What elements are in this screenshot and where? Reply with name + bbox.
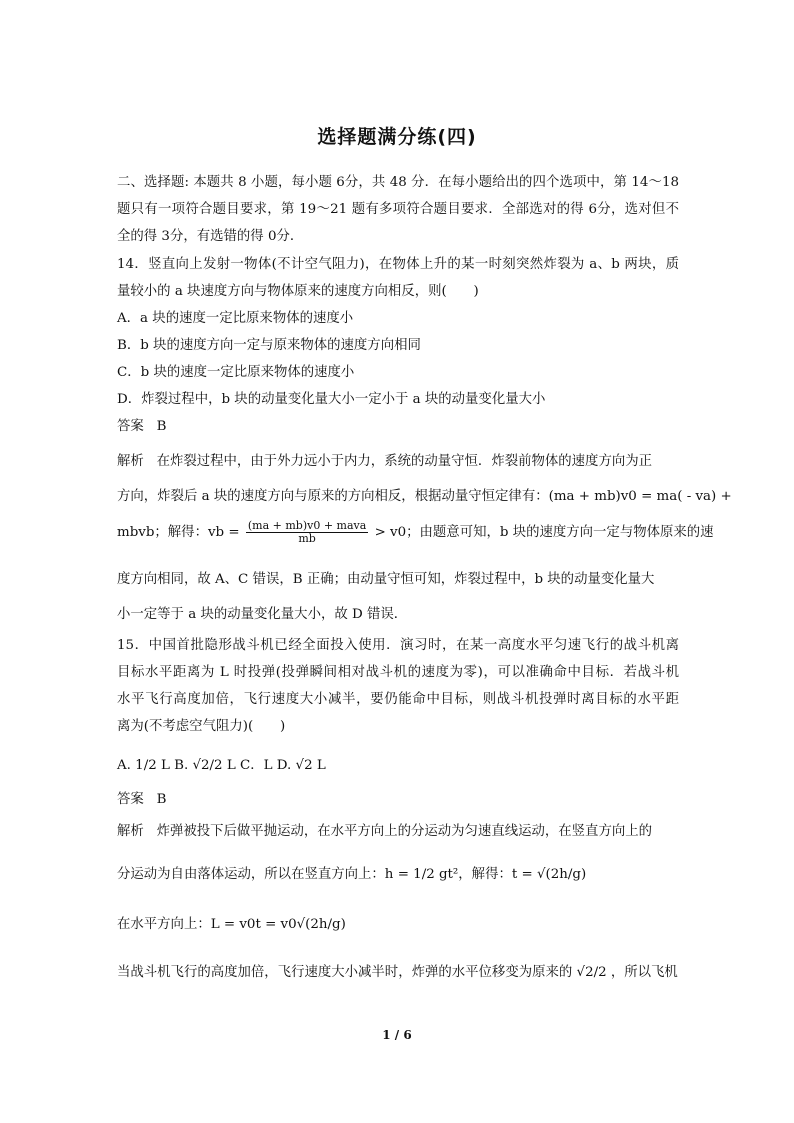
q14-option-b: B．b 块的速度方向一定与原来物体的速度方向相同 <box>117 338 421 353</box>
intro-line-2: 题只有一项符合题目要求，第 19～21 题有多项符合题目要求．全部选对的得 6分，选对但不 <box>117 202 679 217</box>
q15-stem-4: 离为(不考虑空气阻力)( ) <box>117 719 286 734</box>
answer-label: 答案 <box>117 419 144 434</box>
analysis-text: 在炸裂过程中，由于外力远小于内力，系统的动量守恒．炸裂前物体的速度方向为正 <box>156 454 653 469</box>
analysis-text: > v0；由题意可知，b 块的速度方向一定与物体原来的速 <box>374 525 714 540</box>
fraction-denominator: mb <box>298 532 316 545</box>
q14-answer-row <box>117 418 166 436</box>
intro-line-3: 全的得 3分，有选错的得 0分． <box>117 229 304 244</box>
q14-stem-2: 量较小的 a 块速度方向与物体原来的速度方向相反，则( ) <box>117 284 479 299</box>
q15-analysis-1 <box>117 823 652 841</box>
q15-options: A. 1/2 L B. √2/2 L C．L D. √2 L <box>117 758 326 773</box>
q15-stem-3: 水平飞行高度加倍，飞行速度大小减半，要仍能命中目标，则战斗机投弹时离目标的水平距 <box>117 692 679 707</box>
q14-option-d: D．炸裂过程中，b 块的动量变化量大小一定小于 a 块的动量变化量大小 <box>117 392 546 407</box>
analysis-text: 炸弹被投下后做平抛运动，在水平方向上的分运动为匀速直线运动，在竖直方向上的 <box>156 824 653 839</box>
q14-analysis-5: 小一定等于 a 块的动量变化量大小，故 D 错误． <box>117 607 408 622</box>
q14-stem-1: 14．竖直向上发射一物体(不计空气阻力)，在物体上升的某一时刻突然炸裂为 a、b 两块，质 <box>117 257 679 272</box>
q15-answer-row <box>117 791 166 809</box>
q14-analysis-1 <box>117 453 652 471</box>
analysis-label: 解析 <box>117 454 144 469</box>
q14-option-a: A．a 块的速度一定比原来物体的速度小 <box>117 311 354 326</box>
analysis-text: mbvb；解得：vb = <box>117 525 240 540</box>
q15-analysis-3: 在水平方向上：L = v0t = v0√(2h/g) <box>117 917 346 932</box>
answer-value: B <box>156 419 167 434</box>
answer-value: B <box>156 792 167 807</box>
analysis-label: 解析 <box>117 824 144 839</box>
answer-label: 答案 <box>117 792 144 807</box>
q14-analysis-2: 方向，炸裂后 a 块的速度方向与原来的方向相反，根据动量守恒定律有：(ma + mb)v0 = ma( - va) + <box>117 489 732 504</box>
q14-analysis-3 <box>117 520 714 545</box>
q15-analysis-2: 分运动为自由落体运动，所以在竖直方向上：h = 1/2 gt²，解得：t = √(2h/g) <box>117 867 587 882</box>
page-number: 1 / 6 <box>382 1028 412 1042</box>
q15-stem-1: 15．中国首批隐形战斗机已经全面投入使用．演习时，在某一高度水平匀速飞行的战斗机离 <box>117 638 679 653</box>
q15-analysis-4: 当战斗机飞行的高度加倍，飞行速度大小减半时，炸弹的水平位移变为原来的 √2/2 ，所以飞机 <box>117 965 678 980</box>
page-title: 选择题满分练(四) <box>317 126 477 148</box>
intro-line-1: 二、选择题: 本题共 8 小题，每小题 6分，共 48 分．在每小题给出的四个选项中，第 14～18 <box>117 175 679 190</box>
fraction-numerator: (ma + mb)v0 + mava <box>247 519 367 532</box>
q14-analysis-4: 度方向相同，故 A、C 错误，B 正确；由动量守恒可知，炸裂过程中，b 块的动量变化量大 <box>117 572 655 587</box>
q14-option-c: C．b 块的速度一定比原来物体的速度小 <box>117 365 355 380</box>
q15-stem-2: 目标水平距离为 L 时投弹(投弹瞬间相对战斗机的速度为零)，可以准确命中目标．若战斗机 <box>117 665 679 680</box>
momentum-fraction <box>246 520 368 545</box>
